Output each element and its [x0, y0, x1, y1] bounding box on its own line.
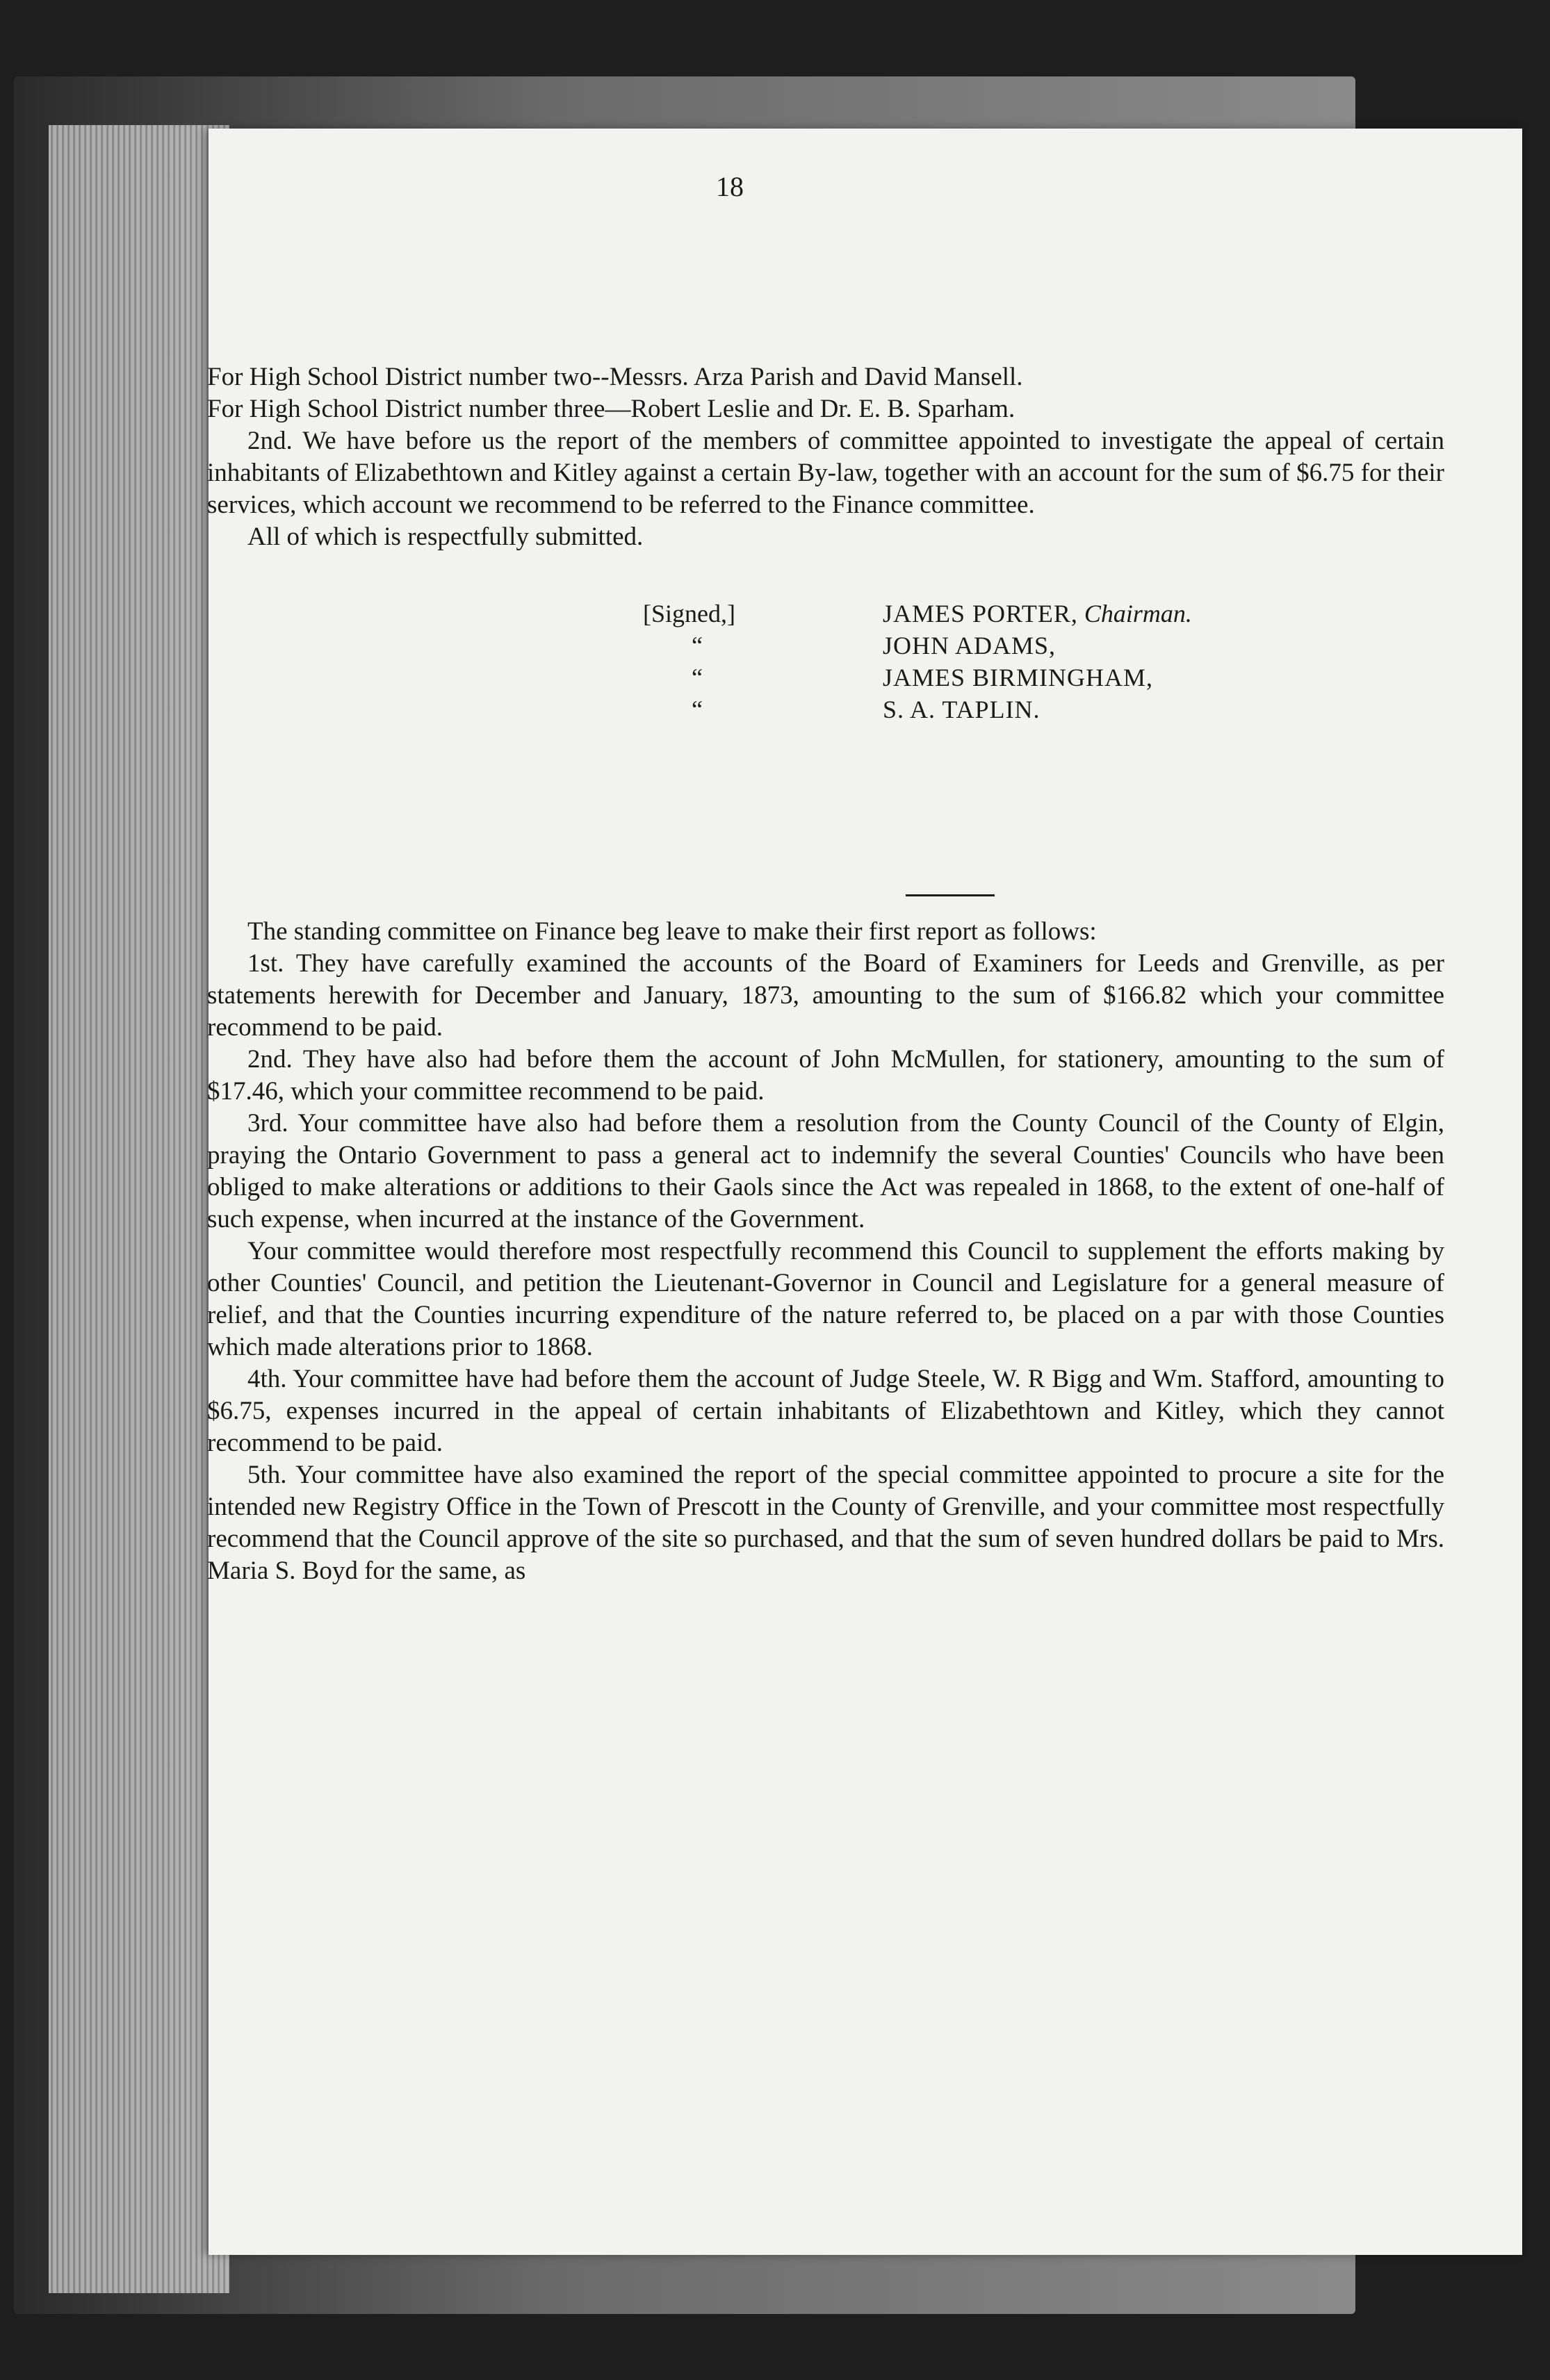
paragraph: 5th. Your committee have also examined the report of the special committee appointed to procure a site for the intended new Registry Office in the Town of Prescott in the County of Grenville, and your committee most respectfully recommend that the Council approve of the site so purchased, and that the sum of seven hundred dollars be paid to Mrs. Maria S. Boyd for the same, as	[207, 1461, 1444, 1585]
page-edges	[49, 125, 229, 2293]
signatory	[883, 598, 1192, 630]
signature-row	[643, 598, 1192, 630]
paragraph: For High School District number two--Messrs. Arza Parish and David Mansell.	[207, 363, 1023, 391]
paragraph: 2nd. We have before us the report of the members of committee appointed to investigate the appeal of certain inhabitants of Elizabethtown and Kitley against a certain By-law, together with an account for the sum of $6.75 for their services, which account we recommend to be referred to the Finance committee.	[207, 427, 1444, 519]
signatory-role: Chairman.	[1084, 600, 1192, 627]
paragraph: 3rd. Your committee have also had before them a resolution from the County Council of the County of Elgin, praying the Ontario Government to pass a general act to indemnify the several Counties' Councils who have been obliged to make alterations or additions to their Gaols since the Act was repealed in 1868, to the extent of one-half of such expense, when incurred at the instance of the Government.	[207, 1109, 1444, 1233]
signature-row	[643, 694, 1192, 725]
signature-row	[643, 662, 1192, 694]
page-number: 18	[716, 171, 744, 202]
signature-row	[643, 630, 1192, 662]
signatory-name: JAMES PORTER,	[883, 600, 1078, 627]
signatory-name: JOHN ADAMS,	[883, 632, 1057, 659]
signed-label: [Signed,]	[643, 600, 735, 627]
paragraph: For High School District number three—Robert Leslie and Dr. E. B. Sparham.	[207, 395, 1015, 423]
paragraph: 4th. Your committee have had before them the account of Judge Steele, W. R Bigg and Wm. Stafford, amounting to $6.75, expenses incurred in the appeal of certain inhabitants of Elizabethtown and Kitley, which they cannot recommend to be paid.	[207, 1365, 1444, 1457]
report-text-top	[207, 361, 1444, 553]
ditto-mark: “	[692, 664, 703, 691]
ditto-mark: “	[692, 632, 703, 659]
report-text-bottom	[207, 916, 1444, 1587]
section-divider	[906, 894, 995, 896]
paragraph: The standing committee on Finance beg leave to make their first report as follows:	[247, 917, 1097, 946]
paragraph: All of which is respectfully submitted.	[247, 523, 644, 551]
signatory-name: S. A. TAPLIN.	[883, 696, 1041, 723]
ditto-mark: “	[692, 696, 703, 723]
signatory-name: JAMES BIRMINGHAM,	[883, 664, 1154, 691]
paragraph: 1st. They have carefully examined the accounts of the Board of Examiners for Leeds and Grenville, as per statements herewith for December and January, 1873, amounting to the sum of $166.82 which your committee recommend to be paid.	[207, 949, 1444, 1042]
paragraph: 2nd. They have also had before them the account of John McMullen, for stationery, amounting to the sum of $17.46, which your committee recommend to be paid.	[207, 1045, 1444, 1106]
signature-block	[643, 598, 1192, 725]
paragraph: Your committee would therefore most respectfully recommend this Council to supplement the efforts making by other Counties' Council, and petition the Lieutenant-Governor in Council and Legislature for a general measure of relief, and that the Counties incurring expenditure of the nature referred to, be placed on a par with those Counties which made alterations prior to 1868.	[207, 1237, 1444, 1361]
